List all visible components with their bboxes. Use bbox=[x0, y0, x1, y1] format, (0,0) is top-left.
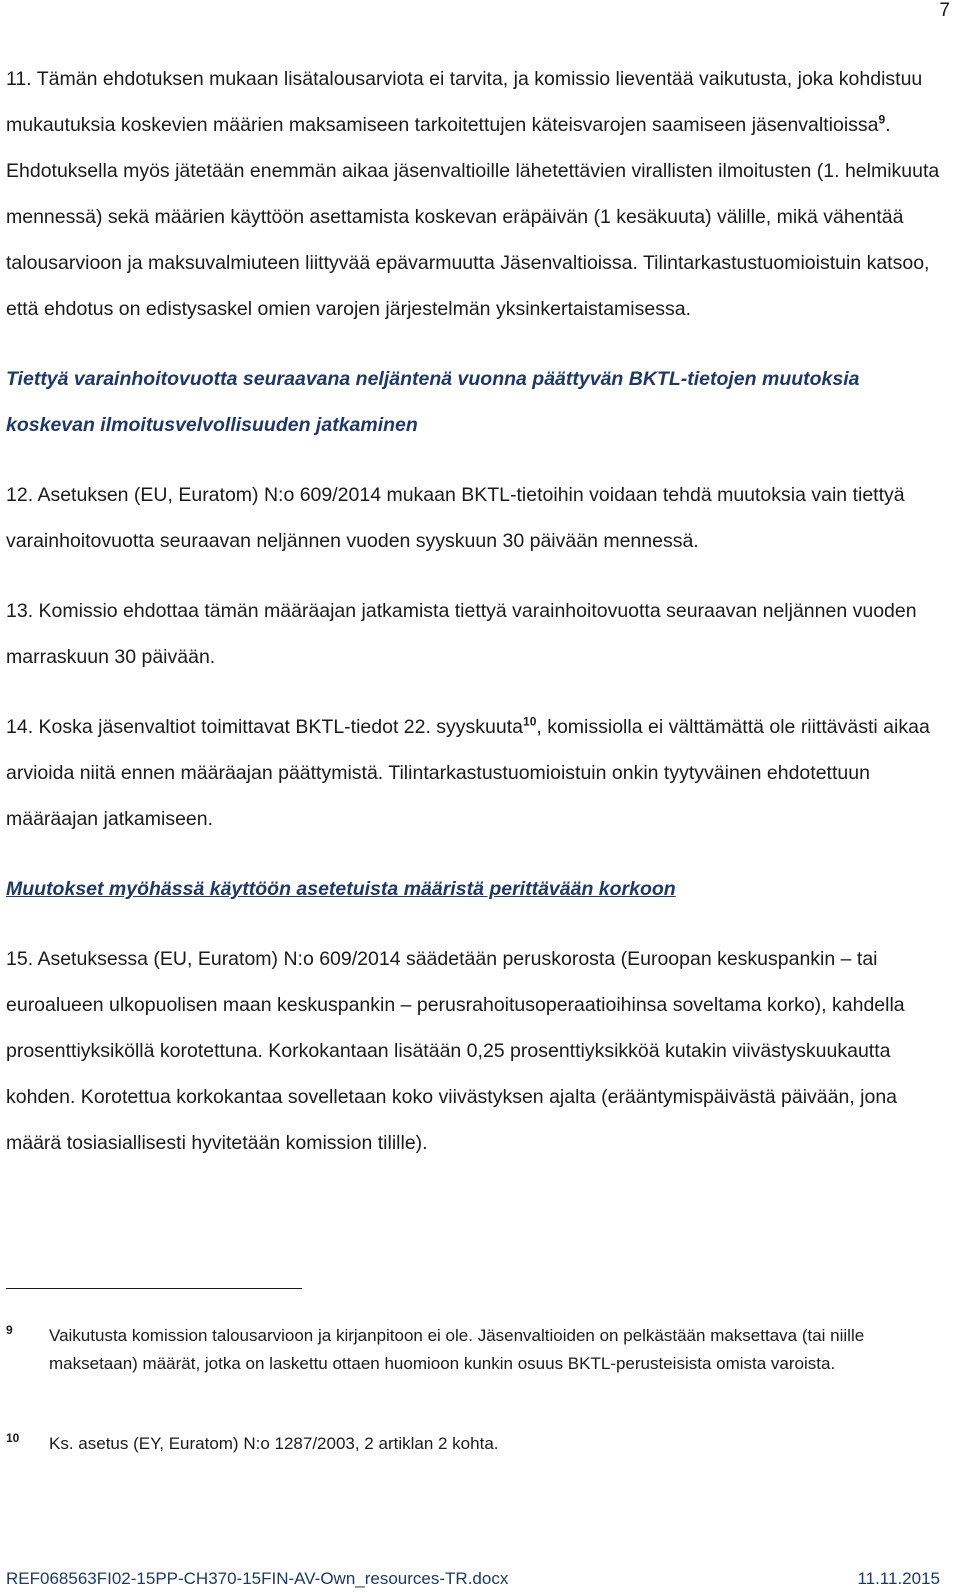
paragraph-14 bbox=[6, 704, 946, 842]
paragraph-11-text-a: 11. Tämän ehdotuksen mukaan lisätalousarviota ei tarvita, ja komissio lieventää vaikutusta, joka kohdistuu mukautuksia koskevien määrien maksamiseen tarkoitettujen käteisvarojen saamiseen jäsenvaltioissa bbox=[6, 68, 923, 136]
paragraph-14-text-a: 14. Koska jäsenvaltiot toimittavat BKTL-tiedot 22. syyskuuta bbox=[6, 716, 524, 738]
document-body bbox=[6, 56, 946, 1190]
footer-document-name: REF068563FI02-15PP-CH370-15FIN-AV-Own_resources-TR.docx bbox=[6, 1569, 509, 1588]
paragraph-15: 15. Asetuksessa (EU, Euratom) N:o 609/2014 säädetään peruskorosta (Euroopan keskuspankin – tai euroalueen ulkopuolisen maan keskuspankin – perusrahoitusoperaatioihinsa soveltama korko), kahdella prosenttiyksiköllä korotettuna. Korkokantaan lisätään 0,25 prosenttiyksikköä kutakin viivästyskuukautta kohden. Korotettua korkokantaa sovelletaan koko viivästyksen ajalta (erääntymispäivästä päivään, jona määrä tosiasiallisesti hyvitetään komission tilille). bbox=[6, 948, 905, 1154]
footnote-number: 10 bbox=[6, 1431, 20, 1445]
footnote-number: 9 bbox=[6, 1323, 13, 1337]
footnote-ref-9[interactable]: 9 bbox=[878, 112, 886, 127]
paragraph-11 bbox=[6, 56, 946, 332]
paragraph-12: 12. Asetuksen (EU, Euratom) N:o 609/2014 mukaan BKTL-tietoihin voidaan tehdä muutoksia vain tiettyä varainhoitovuotta seuraavan neljännen vuoden syyskuun 30 päivään mennessä. bbox=[6, 484, 905, 552]
section-heading-interest: Muutokset myöhässä käyttöön asetetuista määristä perittävään korkoon bbox=[6, 878, 676, 900]
paragraph-13: 13. Komissio ehdottaa tämän määräajan jatkamista tiettyä varainhoitovuotta seuraavan neljännen vuoden marraskuun 30 päivään. bbox=[6, 600, 917, 668]
footnote-10 bbox=[6, 1430, 906, 1458]
footnote-9 bbox=[6, 1322, 906, 1378]
footer-date: 11.11.2015 bbox=[857, 1569, 940, 1588]
footnote-text: Vaikutusta komission talousarvioon ja kirjanpitoon ei ole. Jäsenvaltioiden on pelkästään maksettava (tai niille maksetaan) määrät, jotka on laskettu ottaen huomioon kunkin osuus BKTL-perusteisista omista varoista. bbox=[49, 1326, 865, 1373]
footnote-separator bbox=[6, 1288, 302, 1289]
section-heading-gni-deadline: Tiettyä varainhoitovuotta seuraavana neljäntenä vuonna päättyvän BKTL-tietojen muutoksia koskevan ilmoitusvelvollisuuden jatkaminen bbox=[6, 368, 860, 436]
page-number: 7 bbox=[939, 0, 950, 21]
paragraph-14-text-b: , komissiolla ei välttämättä ole riittävästi aikaa arvioida niitä ennen määräajan päättymistä. Tilintarkastustuomioistuin onkin tyytyväinen ehdotettuun määräajan jatkamiseen. bbox=[6, 716, 930, 830]
footnote-ref-10[interactable]: 10 bbox=[523, 714, 537, 729]
footnote-text: Ks. asetus (EY, Euratom) N:o 1287/2003, 2 artiklan 2 kohta. bbox=[49, 1434, 499, 1453]
paragraph-11-text-b: . Ehdotuksella myös jätetään enemmän aikaa jäsenvaltioille lähetettävien virallisten ilmoitusten (1. helmikuuta mennessä) sekä määrien käyttöön asettamista koskevan eräpäivän (1 kesäkuuta) välille, mikä vähentää talousarvioon ja maksuvalmiuteen liittyvää epävarmuutta Jäsenvaltioissa. Tilintarkastustuomioistuin katsoo, että ehdotus on edistysaskel omien varojen järjestelmän yksinkertaistamisessa. bbox=[6, 114, 940, 320]
